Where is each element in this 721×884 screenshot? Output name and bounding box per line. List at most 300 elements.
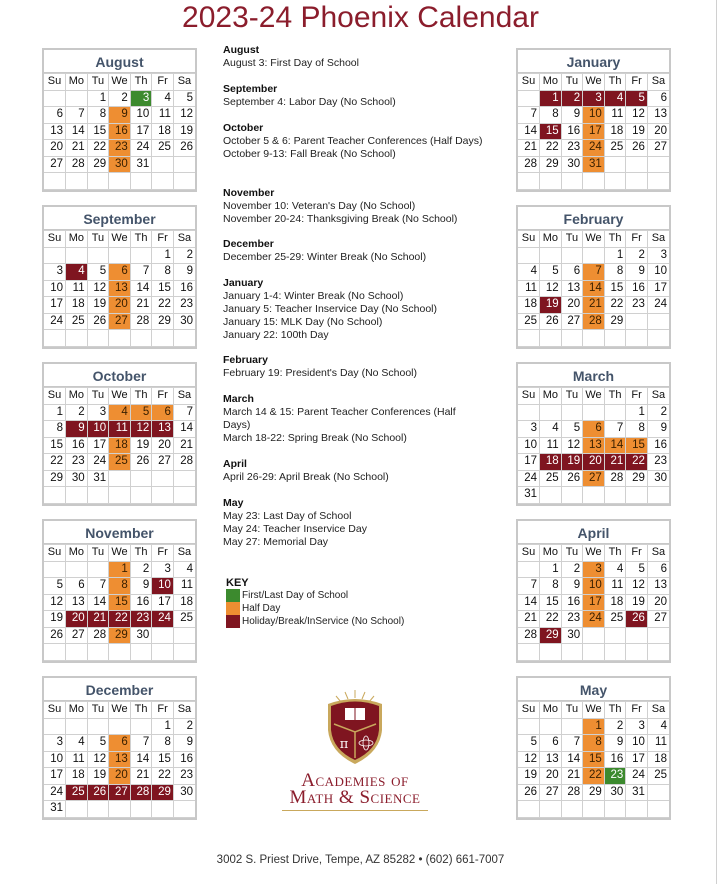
events-february [223,354,485,380]
day-cell: 11 [109,421,131,438]
weekday-header: Fr [152,74,174,91]
day-cell: 4 [604,90,626,107]
day-cell: 14 [87,594,109,611]
week-row [44,313,195,330]
day-cell: 14 [130,280,152,297]
weekday-header: We [583,388,605,405]
empty-cell [583,627,605,644]
weekday-header: Su [518,545,540,562]
day-cell: 18 [540,454,562,471]
week-row [518,561,669,578]
empty-cell [626,627,648,644]
empty-cell [66,644,88,661]
day-cell: 30 [647,470,669,487]
empty-cell [604,330,626,347]
day-cell: 16 [561,594,583,611]
day-cell: 9 [173,735,195,752]
day-cell: 13 [66,594,88,611]
day-cell: 7 [130,264,152,281]
empty-cell [583,801,605,818]
day-cell: 29 [604,313,626,330]
weekday-header: Sa [647,545,669,562]
empty-cell [626,801,648,818]
red-swatch [226,615,240,628]
empty-cell [561,330,583,347]
weekday-header: Mo [540,388,562,405]
month-name: April [518,521,669,544]
month-name: March [518,364,669,387]
week-row [44,718,195,735]
day-cell: 2 [626,247,648,264]
day-cell: 18 [647,751,669,768]
empty-cell [87,561,109,578]
day-cell: 11 [173,578,195,595]
empty-cell [44,173,66,190]
day-cell: 21 [130,297,152,314]
day-cell: 29 [87,156,109,173]
day-cell: 15 [583,751,605,768]
weekday-header: Sa [173,74,195,91]
day-cell: 12 [130,421,152,438]
empty-cell [647,156,669,173]
key-item-no-school [226,615,404,628]
week-row [44,561,195,578]
empty-cell [626,487,648,504]
day-cell: 19 [518,768,540,785]
week-row [518,173,669,190]
empty-cell [561,644,583,661]
day-cell: 3 [626,718,648,735]
month-name: January [518,50,669,73]
day-cell: 8 [87,107,109,124]
day-cell: 4 [173,561,195,578]
day-cell: 29 [152,784,174,801]
empty-cell [66,330,88,347]
day-cell: 16 [647,437,669,454]
week-row [44,627,195,644]
day-cell: 8 [604,264,626,281]
day-cell: 21 [518,140,540,157]
day-cell: 15 [152,280,174,297]
day-cell: 14 [66,123,88,140]
day-cell: 1 [109,561,131,578]
day-cell: 16 [130,594,152,611]
day-cell: 11 [152,107,174,124]
logo-text-line2: Math & Science [289,787,421,808]
day-cell: 8 [583,735,605,752]
day-cell: 27 [152,454,174,471]
week-row [518,107,669,124]
week-row [518,454,669,471]
day-cell: 19 [561,454,583,471]
empty-cell [540,404,562,421]
empty-cell [44,90,66,107]
calendar-august [42,48,197,192]
weekday-header: Tu [561,388,583,405]
day-cell: 28 [87,627,109,644]
key-item-half-day [226,602,404,615]
weekday-header: Tu [87,545,109,562]
calendar-january [516,48,671,192]
week-row [518,784,669,801]
day-cell: 14 [130,751,152,768]
empty-cell [647,801,669,818]
week-row [518,718,669,735]
empty-cell [173,330,195,347]
empty-cell [152,644,174,661]
event-month-heading: January [223,277,264,289]
empty-cell [130,173,152,190]
week-row [518,330,669,347]
day-cell: 21 [561,768,583,785]
weekday-header: Th [604,74,626,91]
page-title: 2023-24 Phoenix Calendar [182,1,539,34]
day-cell: 29 [626,470,648,487]
week-row [44,801,195,818]
day-cell: 29 [44,470,66,487]
empty-cell [109,644,131,661]
day-cell: 22 [540,140,562,157]
day-cell: 2 [173,718,195,735]
events-december [223,238,485,264]
day-cell: 26 [540,313,562,330]
day-cell: 10 [87,421,109,438]
day-cell: 30 [109,156,131,173]
event-month-heading: September [223,83,278,95]
day-cell: 1 [540,561,562,578]
day-cell: 19 [540,297,562,314]
day-cell: 24 [87,454,109,471]
day-cell: 5 [540,264,562,281]
day-cell: 30 [173,313,195,330]
empty-cell [87,644,109,661]
weekday-header: Th [604,388,626,405]
day-cell: 4 [109,404,131,421]
day-cell: 15 [540,594,562,611]
week-row [44,421,195,438]
empty-cell [109,330,131,347]
empty-cell [518,90,540,107]
day-cell: 26 [626,611,648,628]
day-cell: 28 [173,454,195,471]
event-item: January 1-4: Winter Break (No School) [223,290,404,302]
weekday-header: Sa [647,231,669,248]
empty-cell [173,173,195,190]
week-row [44,107,195,124]
day-cell: 9 [109,107,131,124]
day-cell: 17 [626,751,648,768]
day-cell: 19 [44,611,66,628]
key-item-first-last [226,589,404,602]
day-cell: 22 [583,768,605,785]
weekday-header: Mo [540,74,562,91]
day-cell: 20 [540,768,562,785]
day-cell: 4 [540,421,562,438]
weekday-header: Sa [173,702,195,719]
week-row [518,735,669,752]
day-cell: 29 [583,784,605,801]
day-cell: 9 [66,421,88,438]
calendar-february [516,205,671,349]
shield-crest-icon [320,688,390,768]
empty-cell [647,313,669,330]
weekday-header: Th [130,388,152,405]
day-cell: 30 [173,784,195,801]
day-cell: 22 [540,611,562,628]
day-cell: 16 [109,123,131,140]
day-cell: 12 [540,280,562,297]
day-cell: 26 [44,627,66,644]
event-item: April 26-29: April Break (No School) [223,471,389,483]
day-cell: 20 [66,611,88,628]
month-name: November [44,521,195,544]
day-cell: 1 [44,404,66,421]
day-cell: 23 [130,611,152,628]
event-item: May 24: Teacher Inservice Day [223,523,367,535]
empty-cell [87,487,109,504]
day-cell: 3 [152,561,174,578]
day-cell: 23 [626,297,648,314]
day-cell: 13 [44,123,66,140]
week-row [44,264,195,281]
empty-cell [130,644,152,661]
weekday-header: We [109,545,131,562]
day-cell: 4 [152,90,174,107]
week-row [44,470,195,487]
day-cell: 2 [109,90,131,107]
day-cell: 1 [152,718,174,735]
weekday-header: Th [130,702,152,719]
day-cell: 23 [66,454,88,471]
key-label: First/Last Day of School [242,590,349,601]
day-cell: 6 [44,107,66,124]
day-cell: 5 [130,404,152,421]
day-cell: 13 [109,751,131,768]
weekday-header: Su [518,74,540,91]
day-cell: 8 [109,578,131,595]
weekday-header: Fr [152,231,174,248]
weekday-header: Fr [626,74,648,91]
day-cell: 25 [540,470,562,487]
week-row [518,280,669,297]
event-item: November 20-24: Thanksgiving Break (No School) [223,213,458,225]
school-logo [270,688,440,811]
events-october [223,122,485,161]
week-row [44,578,195,595]
empty-cell [647,330,669,347]
calendar-march [516,362,671,506]
day-cell: 29 [540,627,562,644]
day-cell: 12 [626,578,648,595]
day-cell: 9 [647,421,669,438]
day-cell: 21 [66,140,88,157]
day-cell: 22 [626,454,648,471]
day-cell: 7 [518,578,540,595]
day-cell: 13 [647,107,669,124]
empty-cell [87,330,109,347]
empty-cell [66,801,88,818]
week-row [518,578,669,595]
empty-cell [130,718,152,735]
event-item: September 4: Labor Day (No School) [223,96,396,108]
day-cell: 24 [130,140,152,157]
day-cell: 13 [583,437,605,454]
day-cell: 11 [518,280,540,297]
day-cell: 11 [540,437,562,454]
day-cell: 3 [583,561,605,578]
day-cell: 24 [626,768,648,785]
week-row [518,487,669,504]
day-cell: 20 [647,594,669,611]
day-cell: 31 [626,784,648,801]
weekday-header: Mo [66,545,88,562]
empty-cell [540,644,562,661]
day-cell: 30 [561,156,583,173]
weekday-header: Su [44,545,66,562]
day-cell: 24 [647,297,669,314]
week-row [44,487,195,504]
empty-cell [66,173,88,190]
weekday-header: Mo [540,231,562,248]
empty-cell [583,330,605,347]
day-cell: 29 [109,627,131,644]
empty-cell [130,801,152,818]
day-cell: 27 [109,784,131,801]
weekday-header: Fr [152,702,174,719]
week-row [44,751,195,768]
event-item: January 5: Teacher Inservice Day (No School) [223,303,437,315]
empty-cell [626,173,648,190]
empty-cell [152,487,174,504]
day-cell: 16 [66,437,88,454]
day-cell: 4 [66,264,88,281]
empty-cell [152,156,174,173]
week-row [44,768,195,785]
week-row [518,247,669,264]
empty-cell [109,247,131,264]
day-cell: 6 [647,90,669,107]
weekday-header: Su [518,388,540,405]
day-cell: 17 [87,437,109,454]
day-cell: 19 [626,594,648,611]
week-row [518,140,669,157]
calendar-october [42,362,197,506]
day-cell: 1 [87,90,109,107]
day-cell: 27 [647,140,669,157]
event-item: May 27: Memorial Day [223,536,329,548]
day-cell: 1 [152,247,174,264]
day-cell: 11 [66,751,88,768]
day-cell: 17 [130,123,152,140]
week-row [518,751,669,768]
day-cell: 16 [173,280,195,297]
day-cell: 20 [152,437,174,454]
day-cell: 25 [647,768,669,785]
day-cell: 24 [518,470,540,487]
events-september [223,83,485,109]
empty-cell [44,561,66,578]
day-cell: 30 [604,784,626,801]
empty-cell [604,404,626,421]
week-row [518,264,669,281]
day-cell: 5 [626,561,648,578]
day-cell: 22 [152,768,174,785]
day-cell: 6 [561,264,583,281]
empty-cell [604,156,626,173]
day-cell: 28 [604,470,626,487]
weekday-header: Su [44,231,66,248]
day-cell: 12 [626,107,648,124]
empty-cell [540,487,562,504]
week-row [518,123,669,140]
day-cell: 21 [130,768,152,785]
day-cell: 12 [87,280,109,297]
weekday-header: Mo [66,74,88,91]
day-cell: 13 [540,751,562,768]
day-cell: 12 [87,751,109,768]
empty-cell [626,644,648,661]
weekday-header: Su [44,74,66,91]
day-cell: 25 [604,140,626,157]
weekday-header: We [583,74,605,91]
day-cell: 8 [540,107,562,124]
event-item: December 25-29: Winter Break (No School) [223,251,427,263]
week-row [44,454,195,471]
event-item: January 15: MLK Day (No School) [223,316,383,328]
week-row [518,313,669,330]
day-cell: 25 [604,611,626,628]
green-swatch [226,589,240,602]
month-name: December [44,678,195,701]
day-cell: 14 [583,280,605,297]
day-cell: 19 [130,437,152,454]
day-cell: 26 [87,784,109,801]
day-cell: 27 [44,156,66,173]
day-cell: 5 [561,421,583,438]
day-cell: 14 [518,594,540,611]
day-cell: 9 [561,578,583,595]
event-month-heading: March [223,393,254,405]
weekday-header: Th [604,545,626,562]
empty-cell [44,247,66,264]
weekday-header: Tu [561,702,583,719]
weekday-header: Sa [647,702,669,719]
day-cell: 25 [66,784,88,801]
weekday-header: Su [518,231,540,248]
day-cell: 7 [130,735,152,752]
month-name: October [44,364,195,387]
event-month-heading: May [223,497,244,509]
empty-cell [561,487,583,504]
events-january [223,277,485,342]
month-name: August [44,50,195,73]
weekday-header: We [109,388,131,405]
day-cell: 25 [66,313,88,330]
day-cell: 8 [540,578,562,595]
day-cell: 3 [44,264,66,281]
day-cell: 23 [561,140,583,157]
week-row [44,404,195,421]
day-cell: 17 [44,768,66,785]
empty-cell [540,330,562,347]
day-cell: 3 [44,735,66,752]
key-label: Half Day [242,603,281,614]
day-cell: 10 [518,437,540,454]
day-cell: 10 [130,107,152,124]
orange-swatch [226,602,240,615]
day-cell: 4 [604,561,626,578]
day-cell: 30 [130,627,152,644]
